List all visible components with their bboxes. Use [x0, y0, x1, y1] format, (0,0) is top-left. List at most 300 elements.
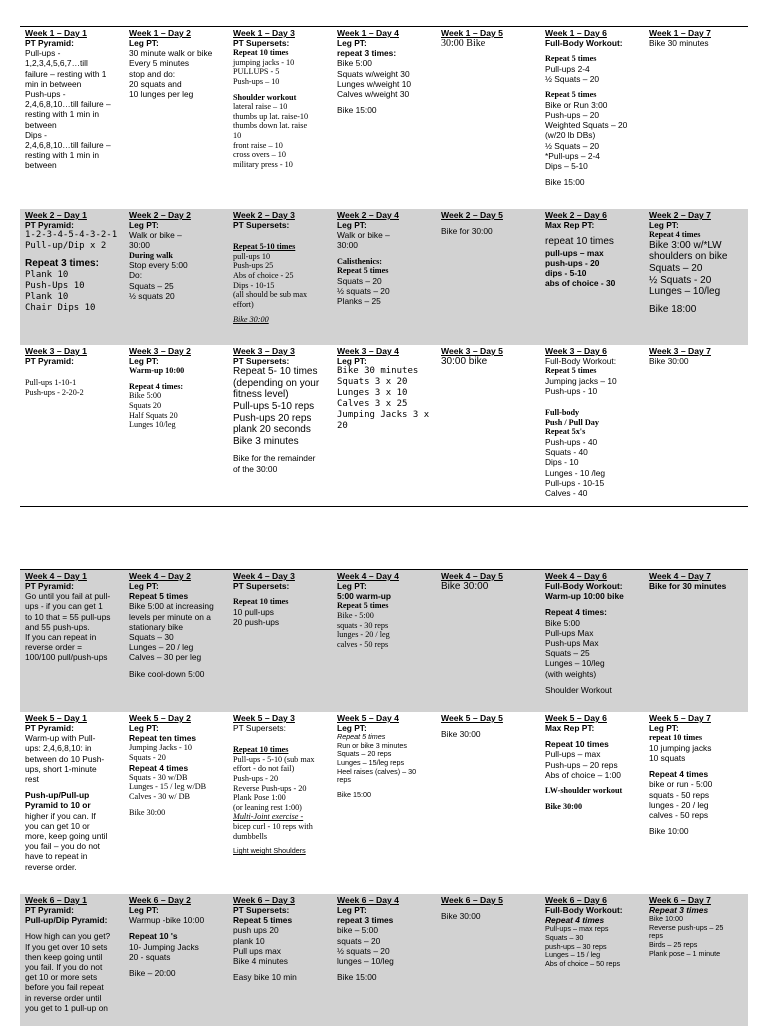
exercise-line: effort): [233, 299, 254, 309]
day-cell: [540, 27, 644, 209]
exercise-line: Bike 30:00: [441, 729, 481, 739]
exercise-line: push ups 20: [233, 925, 279, 936]
day-header: Week 1 – Day 3: [233, 28, 295, 38]
day-header: Week 2 – Day 4: [337, 210, 399, 220]
day-header: Week 5 – Day 2: [129, 713, 191, 723]
exercise-line: lunges – 10/leg: [337, 956, 394, 967]
day-header: Week 2 – Day 3: [233, 210, 295, 220]
exercise-line: PT Supersets:: [233, 38, 290, 48]
exercise-line: 10: [233, 130, 242, 140]
exercise-line: Calves – 30 per leg: [129, 652, 202, 663]
exercise-line: Push-ups Max: [545, 638, 599, 649]
exercise-line: Repeat 5 times: [337, 601, 389, 611]
exercise-line: Repeat 3 times:: [25, 258, 99, 270]
exercise-line: Leg PT:: [337, 356, 367, 366]
exercise-line: bike – 5:00: [337, 925, 378, 936]
day-cell: [228, 712, 332, 894]
exercise-line: squats - 50 reps: [649, 789, 710, 800]
exercise-line: Calves 3 x 25: [337, 399, 408, 410]
exercise-line: Abs of choice - 25: [233, 270, 294, 280]
exercise-line: resting with 1 min in: [25, 109, 100, 120]
exercise-line: Pull ups max: [233, 945, 281, 956]
exercise-line: between: [25, 160, 57, 171]
day-cell: [332, 345, 436, 505]
exercise-line: Squats – 25: [129, 280, 174, 291]
exercise-line: lunges - 20 / leg: [337, 630, 390, 640]
exercise-line: Weighted Squats – 20: [545, 120, 628, 131]
exercise-line: lunges - 20 / leg: [649, 799, 709, 810]
exercise-line: Push-ups – 20: [545, 110, 600, 120]
exercise-line: Leg PT:: [337, 220, 367, 230]
exercise-line: Push-ups - 20: [233, 773, 279, 783]
day-header: Week 2 – Day 5: [441, 210, 503, 220]
exercise-line: Leg PT:: [649, 220, 679, 230]
exercise-line: Repeat 10 's: [129, 931, 178, 942]
exercise-line: Squats – 30: [545, 933, 584, 942]
exercise-line: push-ups – 30 reps: [545, 941, 607, 951]
day-cell: [124, 345, 228, 505]
exercise-line: Plank 10: [25, 269, 69, 280]
exercise-line: Walk or bike –: [129, 230, 182, 241]
exercise-line: Repeat 3 times: [649, 905, 709, 915]
exercise-line: Lunges – 15/leg reps: [337, 757, 405, 767]
exercise-line: Repeat 10 times: [233, 597, 289, 607]
day-cell: [436, 894, 540, 1026]
exercise-line: 100/100 pull/push-ups: [25, 652, 108, 663]
exercise-line: Bike 5:00 at increasing: [129, 601, 214, 612]
exercise-line: calves - 50 reps: [649, 810, 709, 821]
day-cell: [436, 712, 540, 894]
exercise-line: Lunges – 10/leg: [545, 658, 605, 669]
exercise-line: Repeat 5x's: [545, 427, 586, 437]
day-cell: [644, 27, 748, 209]
exercise-line: between do 10 Push-: [25, 753, 105, 764]
day-cell: [20, 209, 124, 345]
exercise-line: Stop every 5:00: [129, 260, 188, 271]
exercise-line: shoulders on bike: [649, 251, 728, 263]
exercise-line: Bike 10:00: [649, 914, 683, 924]
exercise-line: 10 jumping jacks: [649, 742, 712, 753]
day-cell: [436, 27, 540, 209]
exercise-line: Squats – 20 reps: [337, 749, 392, 759]
exercise-line: Push-Ups 10: [25, 280, 85, 291]
exercise-line: 10- Jumping Jacks: [129, 941, 199, 952]
exercise-line: 2,4,6,8,10…till failure –: [25, 140, 111, 151]
exercise-line: Pull-ups -: [25, 48, 61, 59]
exercise-line: Bike - 5:00: [337, 611, 374, 620]
exercise-line: ½ Squats – 20: [545, 74, 600, 84]
exercise-line: Leg PT:: [129, 220, 159, 230]
exercise-line: Bike 15:00: [337, 972, 377, 983]
exercise-line: 2,4,6,8,10…till failure –: [25, 99, 111, 110]
exercise-line: Repeat 4 times: [649, 769, 709, 780]
exercise-line: Every 5 minutes: [129, 58, 190, 69]
exercise-line: Leg PT:: [649, 723, 679, 733]
day-header: Week 1 – Day 5: [441, 28, 503, 38]
exercise-line: Reverse Push-ups - 20: [233, 783, 307, 793]
exercise-line: PT Pyramid:: [25, 356, 74, 366]
exercise-line: Do:: [129, 270, 143, 281]
day-cell: [332, 712, 436, 894]
exercise-line: Repeat 10 times: [233, 48, 289, 58]
exercise-line: Pull-ups 5-10 reps: [233, 400, 315, 412]
exercise-line: Bike 30:00: [129, 807, 166, 817]
exercise-line: Bike 10:00: [649, 826, 689, 837]
exercise-line: Pull-ups – max reps: [545, 924, 609, 934]
day-header: Week 6 – Day 1: [25, 895, 87, 905]
day-cell: [332, 894, 436, 1026]
exercise-line: have to repeat in: [25, 851, 88, 862]
exercise-line: (with weights): [545, 668, 597, 679]
day-header: Week 6 – Day 3: [233, 895, 295, 905]
exercise-line: Full-body: [545, 408, 580, 418]
exercise-line: Plank pose – 1 minute: [649, 948, 721, 958]
exercise-line: Pull-ups – max: [545, 749, 601, 760]
exercise-line: cross overs – 10: [233, 150, 286, 160]
day-cell: [228, 209, 332, 345]
exercise-line: PULLUPS - 5: [233, 67, 280, 77]
exercise-line: Pull-ups - 5-10 (sub max: [233, 754, 315, 764]
exercise-line: ½ squats 20: [129, 290, 175, 301]
exercise-line: bicep curl - 10 reps with: [233, 821, 313, 831]
exercise-line: ½ Squats - 20: [649, 274, 712, 286]
exercise-line: Bike 15:00: [337, 789, 371, 799]
exercise-line: 30:00: [337, 240, 358, 251]
exercise-line: Max Rep PT:: [545, 220, 595, 230]
exercise-line: reverse order.: [25, 861, 77, 872]
exercise-line: Repeat 5- 10 times: [233, 366, 318, 378]
day-header: Week 1 – Day 6: [545, 28, 607, 38]
exercise-line: Calves - 40: [545, 488, 588, 498]
day-cell: [124, 209, 228, 345]
day-cell: [540, 712, 644, 894]
exercise-line: 5:00 warm-up: [337, 591, 391, 602]
day-cell: [228, 570, 332, 712]
day-cell: [124, 570, 228, 712]
exercise-line: Lunges – 20 / leg: [129, 642, 194, 653]
day-header: Week 5 – Day 5: [441, 713, 503, 723]
exercise-line: Pull-ups 1-10-1: [25, 378, 77, 388]
exercise-line: PT Pyramid:: [25, 38, 74, 48]
day-header: Week 1 – Day 1: [25, 28, 87, 38]
day-header: Week 5 – Day 4: [337, 713, 399, 723]
exercise-line: PT Pyramid:: [25, 581, 74, 591]
exercise-line: calves - 50 reps: [337, 639, 389, 649]
day-header: Week 3 – Day 1: [25, 346, 87, 356]
exercise-line: Push / Pull Day: [545, 417, 599, 427]
exercise-line: Max Rep PT:: [545, 723, 595, 733]
exercise-line: Bike 18:00: [649, 303, 697, 315]
exercise-line: 20 squats and: [129, 78, 182, 89]
exercise-line: more, keep going until: [25, 831, 108, 842]
exercise-line: Dips - 10: [545, 457, 579, 468]
exercise-line: repeat 3 times:: [337, 48, 397, 59]
exercise-line: Squats - 40: [545, 447, 588, 458]
exercise-line: Bike 3:00 w/*LW: [649, 239, 722, 251]
exercise-line: 10 lunges per leg: [129, 89, 194, 100]
day-cell: [124, 894, 228, 1026]
week-row-5: [20, 712, 748, 894]
exercise-line: Full-Body Workout:: [545, 581, 623, 591]
exercise-line: Push-ups – 20 reps: [545, 759, 618, 770]
exercise-line: Dips – 5-10: [545, 161, 588, 172]
exercise-line: Repeat 4 times: [129, 762, 189, 773]
exercise-line: PT Pyramid:: [25, 220, 74, 230]
exercise-line: ½ Squats – 20: [545, 140, 600, 151]
exercise-line: PT Pyramid:: [25, 905, 74, 915]
exercise-line: Jumping jacks – 10: [545, 375, 617, 386]
exercise-line: (or leaning rest 1:00): [233, 802, 302, 812]
day-header: Week 5 – Day 1: [25, 713, 87, 723]
exercise-line: Lunges – 15 / leg: [545, 950, 601, 960]
exercise-line: Lunges – 10/leg: [649, 286, 721, 298]
day-header: Week 3 – Day 7: [649, 346, 711, 356]
day-cell: [20, 570, 124, 712]
exercise-line: ups: 2,4,6,8,10: in: [25, 743, 92, 754]
exercise-line: Squats – 30: [129, 632, 174, 643]
exercise-line: Jumping Jacks 3 x: [337, 410, 430, 421]
exercise-line: Leg PT:: [129, 723, 159, 733]
exercise-line: repeat 10 times: [545, 236, 614, 248]
exercise-line: Pull-ups 2-4: [545, 63, 590, 74]
exercise-line: Heel raises (calves) – 30: [337, 766, 417, 776]
exercise-line: Lunges - 15 / leg w/DB: [129, 782, 207, 792]
exercise-line: Warm-up 10:00 bike: [545, 591, 624, 602]
exercise-line: in reverse order until: [25, 992, 102, 1003]
exercise-line: reps: [649, 931, 663, 941]
exercise-line: to 10 that = 55 pull-ups: [25, 611, 111, 622]
day-cell: [332, 27, 436, 209]
exercise-line: Bike 5:00: [337, 58, 372, 69]
exercise-line: If you can repeat in: [25, 632, 97, 643]
day-cell: [228, 27, 332, 209]
block-1-bottom-border: [20, 506, 748, 507]
exercise-line: Leg PT:: [337, 905, 367, 915]
exercise-line: Squats 20: [129, 400, 162, 410]
exercise-line: *Pull-ups – 2-4: [545, 150, 600, 161]
exercise-line: repeat 3 times: [337, 915, 394, 926]
exercise-line: rest: [25, 774, 39, 785]
day-header: Week 2 – Day 7: [649, 210, 711, 220]
exercise-line: between: [25, 119, 57, 130]
exercise-line: Squats - 30 w/DB: [129, 772, 188, 782]
exercise-line: and 55 push-ups.: [25, 621, 90, 632]
exercise-line: Bike 5:00: [545, 617, 580, 628]
day-header: Week 6 – Day 7: [649, 895, 711, 905]
exercise-line: Shoulder Workout: [545, 684, 612, 695]
exercise-line: Repeat 10 times: [545, 739, 609, 750]
exercise-line: (w/20 lb DBs): [545, 130, 596, 141]
exercise-line: stationary bike: [129, 621, 183, 632]
day-header: Week 2 – Day 6: [545, 210, 607, 220]
exercise-line: levels per minute on a: [129, 611, 211, 622]
day-header: Week 1 – Day 4: [337, 28, 399, 38]
exercise-line: Bike for the remainder: [233, 453, 316, 464]
day-cell: [124, 712, 228, 894]
exercise-line: Pull-up/Dip x 2: [25, 241, 107, 252]
exercise-line: Leg PT:: [129, 38, 159, 48]
exercise-line: of the 30:00: [233, 463, 278, 474]
exercise-line: resting with 1 min in: [25, 150, 100, 161]
exercise-line: Squats – 25: [545, 648, 590, 659]
exercise-line: Easy bike 10 min: [233, 972, 297, 983]
exercise-line: If you get over 10 sets: [25, 941, 108, 952]
exercise-line: Repeat 5 times: [545, 366, 597, 376]
day-header: Week 4 – Day 3: [233, 571, 295, 581]
exercise-line: bike or run - 5:00: [649, 779, 713, 790]
exercise-line: Squats w/weight 30: [337, 68, 410, 79]
day-cell: [540, 345, 644, 505]
exercise-line: thumbs down lat. raise: [233, 121, 308, 131]
exercise-line: Warmup -bike 10:00: [129, 915, 205, 926]
exercise-line: Bike 5:00: [129, 391, 162, 401]
exercise-line: Repeat 5 times: [233, 915, 293, 926]
exercise-line: 10 pull-ups: [233, 606, 274, 617]
exercise-line: jumping jacks - 10: [233, 57, 295, 67]
exercise-line: Bike 30:00: [233, 315, 269, 325]
exercise-line: Go until you fail at pull-: [25, 591, 111, 602]
exercise-line: Calisthenics:: [337, 256, 383, 266]
exercise-line: Bike 30 minutes: [649, 38, 709, 48]
exercise-line: Planks – 25: [337, 296, 381, 307]
exercise-line: Squats – 20: [649, 262, 703, 274]
exercise-line: Repeat 4 times: [649, 230, 701, 240]
day-header: Week 4 – Day 7: [649, 571, 711, 581]
exercise-line: Repeat 5 times: [545, 90, 597, 100]
exercise-line: Repeat 5 times: [129, 591, 189, 602]
exercise-line: Leg PT:: [337, 723, 367, 733]
day-cell: [228, 345, 332, 505]
exercise-line: PT Supersets:: [233, 220, 290, 230]
exercise-line: failure – resting with 1: [25, 68, 107, 79]
day-cell: [644, 712, 748, 894]
day-header: Week 1 – Day 7: [649, 28, 711, 38]
exercise-line: (all should be sub max: [233, 290, 308, 300]
exercise-line: Bike 15:00: [337, 105, 377, 116]
exercise-line: military press - 10: [233, 159, 293, 169]
day-cell: [540, 894, 644, 1026]
exercise-line: Bike 30:00: [441, 911, 481, 921]
exercise-line: Full-Body Workout:: [545, 356, 617, 366]
day-cell: [644, 345, 748, 505]
day-cell: [540, 570, 644, 712]
exercise-line: you can get 10 or: [25, 820, 90, 831]
exercise-line: Push-ups - 2-20-2: [25, 387, 84, 397]
exercise-line: Plank Pose 1:00: [233, 793, 286, 803]
exercise-line: you fail. If you do not: [25, 962, 103, 973]
day-header: Week 3 – Day 5: [441, 346, 503, 356]
exercise-line: stop and do:: [129, 68, 176, 79]
day-header: Week 4 – Day 1: [25, 571, 87, 581]
exercise-line: you get to 1 pull-up on: [25, 1002, 108, 1013]
exercise-line: Chair Dips 10: [25, 302, 96, 313]
exercise-line: Squats – 20: [337, 275, 382, 286]
exercise-line: Bike 30:00: [441, 581, 489, 592]
exercise-line: 20 push-ups: [233, 617, 280, 627]
exercise-line: 10 squats: [649, 753, 686, 763]
day-cell: [124, 27, 228, 209]
exercise-line: Repeat 5-10 times: [233, 242, 296, 252]
exercise-line: Calves - 30 w/ DB: [129, 791, 190, 801]
exercise-line: PT Supersets:: [233, 356, 290, 366]
day-header: Week 6 – Day 6: [545, 895, 607, 905]
day-cell: [644, 894, 748, 1026]
exercise-line: dumbbells: [233, 831, 268, 841]
day-cell: [540, 209, 644, 345]
exercise-line: push-ups - 20: [545, 258, 600, 268]
week-row-3: [20, 345, 748, 505]
exercise-line: (depending on your: [233, 377, 320, 389]
exercise-line: Repeat 5 times: [337, 266, 389, 276]
exercise-line: Bike – 20:00: [129, 968, 176, 979]
exercise-line: Abs of choice – 50 reps: [545, 958, 621, 968]
exercise-line: dips - 5-10: [545, 268, 587, 279]
week-row-1: [20, 27, 748, 209]
schedule-block-2: [20, 570, 748, 1026]
exercise-line: 30 minute walk or bike: [129, 48, 213, 59]
exercise-line: Repeat 4 times: [545, 915, 605, 926]
day-cell: [436, 209, 540, 345]
exercise-line: Abs of choice – 1:00: [545, 769, 621, 780]
exercise-line: reps: [337, 775, 351, 785]
week-row-6: [20, 894, 748, 1026]
exercise-line: effort - do not fail): [233, 764, 295, 774]
exercise-line: Shoulder workout: [233, 92, 297, 102]
exercise-line: 20: [337, 421, 348, 432]
day-header: Week 6 – Day 4: [337, 895, 399, 905]
exercise-line: Dips - 10-15: [233, 280, 275, 290]
exercise-line: Reverse push-ups – 25: [649, 922, 724, 932]
exercise-line: Warm-up 10:00: [129, 366, 185, 376]
exercise-line: Squats 3 x 20: [337, 377, 408, 388]
day-header: Week 2 – Day 1: [25, 210, 87, 220]
exercise-line: reverse order =: [25, 642, 83, 653]
exercise-line: How high can you get?: [25, 931, 111, 942]
exercise-line: Half Squats 20: [129, 410, 178, 420]
day-cell: [436, 570, 540, 712]
day-header: Week 4 – Day 4: [337, 571, 399, 581]
exercise-line: higher if you can. If: [25, 810, 96, 821]
day-cell: [436, 345, 540, 505]
exercise-line: Lunges 10/leg: [129, 420, 176, 430]
exercise-line: Multi-Joint exercise -: [233, 812, 304, 822]
exercise-line: Lunges - 10 /leg: [545, 467, 606, 478]
exercise-line: Lunges w/weight 10: [337, 78, 412, 89]
exercise-line: LW-shoulder workout: [545, 786, 623, 796]
exercise-line: Leg PT:: [129, 356, 159, 366]
exercise-line: Repeat 4 times:: [129, 381, 184, 391]
day-cell: [332, 570, 436, 712]
exercise-line: Jumping Jacks - 10: [129, 743, 192, 753]
exercise-line: Bike or Run 3:00: [545, 99, 608, 110]
exercise-line: Leg PT:: [129, 581, 159, 591]
day-cell: [332, 209, 436, 345]
day-header: Week 1 – Day 2: [129, 28, 191, 38]
exercise-line: Leg PT:: [337, 581, 367, 591]
exercise-line: then keep going until: [25, 951, 103, 962]
exercise-line: PT Supersets:: [233, 581, 290, 591]
exercise-line: Squats - 20: [129, 753, 166, 762]
day-cell: [20, 712, 124, 894]
exercise-line: thumbs up lat. raise-10: [233, 111, 309, 121]
exercise-line: ½ squats – 20: [337, 286, 390, 296]
exercise-line: Bike 30:00: [545, 801, 583, 811]
exercise-line: plank 10: [233, 935, 265, 946]
exercise-line: fitness level): [233, 389, 289, 401]
day-header: Week 6 – Day 2: [129, 895, 191, 905]
exercise-line: pull-ups – max: [545, 247, 604, 258]
exercise-line: Push-ups 20 reps: [233, 412, 312, 424]
